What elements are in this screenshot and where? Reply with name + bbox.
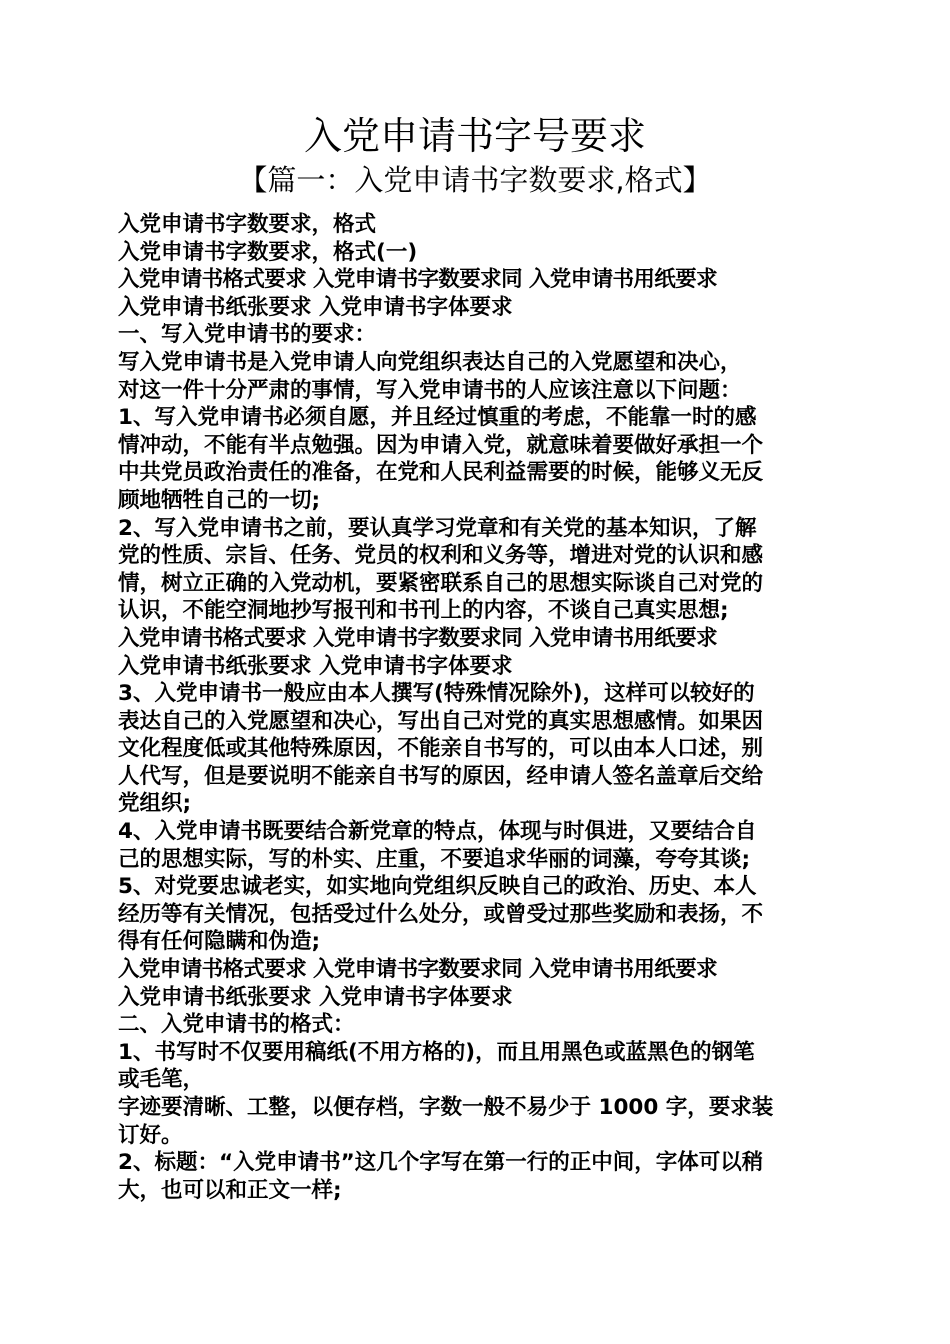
body-line: 1、书写时不仅要用稿纸(不用方格的)，而且用黑色或蓝黑色的钢笔 (118, 1039, 755, 1065)
body-line: 2、写入党申请书之前，要认真学习党章和有关党的基本知识，了解 (118, 515, 757, 541)
body-line: 对这一件十分严肃的事情，写入党申请书的人应该注意以下问题： (118, 377, 742, 403)
body-line: 5、对党要忠诚老实，如实地向党组织反映自己的政治、历史、本人 (118, 874, 757, 900)
body-line: 顾地牺牲自己的一切; (118, 487, 321, 513)
body-line: 写入党申请书是入党申请人向党组织表达自己的入党愿望和决心， (118, 349, 742, 375)
body-line: 入党申请书字数要求，格式 (118, 212, 377, 237)
body-line: 入党申请书格式要求 入党申请书字数要求同 入党申请书用纸要求 (118, 957, 717, 983)
body-line: 党组织; (118, 791, 192, 817)
body-line: 入党申请书纸张要求 入党申请书字体要求 (118, 984, 513, 1010)
body-line: 得有任何隐瞒和伪造; (118, 929, 321, 955)
body-line: 入党申请书纸张要求 入党申请书字体要求 (118, 653, 513, 679)
body-line: 入党申请书格式要求 入党申请书字数要求同 入党申请书用纸要求 (118, 625, 717, 651)
body-line: 订好。 (118, 1122, 183, 1148)
body-line: 入党申请书字数要求，格式(一) (118, 239, 418, 265)
body-line: 4、入党申请书既要结合新党章的特点，体现与时俱进，又要结合自 (118, 819, 757, 845)
body-line: 表达自己的入党愿望和决心，写出自己对党的真实思想感情。如果因 (118, 708, 764, 734)
document-body (118, 211, 838, 1204)
body-line: 大，也可以和正文一样; (118, 1177, 342, 1203)
body-line: 二、入党申请书的格式： (118, 1012, 355, 1038)
body-line: 字迹要清晰、工整，以便存档，字数一般不易少于 1000 字，要求装 (118, 1095, 774, 1120)
body-line: 2、标题：“入党申请书”这几个字写在第一行的正中间，字体可以稍 (118, 1150, 764, 1176)
body-line: 经历等有关情况，包括受过什么处分，或曾受过那些奖励和表扬，不 (118, 901, 764, 927)
body-line: 1、写入党申请书必须自愿，并且经过慎重的考虑，不能靠一时的感 (118, 405, 757, 431)
body-line: 人代写，但是要说明不能亲自书写的原因，经申请人签名盖章后交给 (118, 763, 764, 789)
body-line: 情，树立正确的入党动机，要紧密联系自己的思想实际谈自己对党的 (118, 570, 764, 596)
body-line: 文化程度低或其他特殊原因，不能亲自书写的，可以由本人口述，别 (118, 736, 764, 762)
document-subtitle: 【篇一：入党申请书字数要求,格式】 (238, 163, 712, 197)
body-line: 3、入党申请书一般应由本人撰写(特殊情况除外)，这样可以较好的 (118, 681, 755, 707)
body-line: 入党申请书纸张要求 入党申请书字体要求 (118, 294, 513, 320)
document-title: 入党申请书字号要求 (303, 114, 646, 158)
body-line: 或毛笔， (118, 1067, 205, 1093)
body-line: 中共党员政治责任的准备，在党和人民利益需要的时候，能够义无反 (118, 460, 764, 486)
body-line: 情冲动，不能有半点勉强。因为申请入党，就意味着要做好承担一个 (118, 432, 764, 458)
body-line: 己的思想实际，写的朴实、庄重，不要追求华丽的词藻，夸夸其谈; (118, 846, 751, 872)
body-line: 认识，不能空洞地抄写报刊和书刊上的内容，不谈自己真实思想; (118, 598, 729, 624)
body-line: 一、写入党申请书的要求： (118, 322, 377, 348)
body-line: 党的性质、宗旨、任务、党员的权利和义务等，增进对党的认识和感 (118, 543, 764, 569)
body-line: 入党申请书格式要求 入党申请书字数要求同 入党申请书用纸要求 (118, 267, 717, 293)
